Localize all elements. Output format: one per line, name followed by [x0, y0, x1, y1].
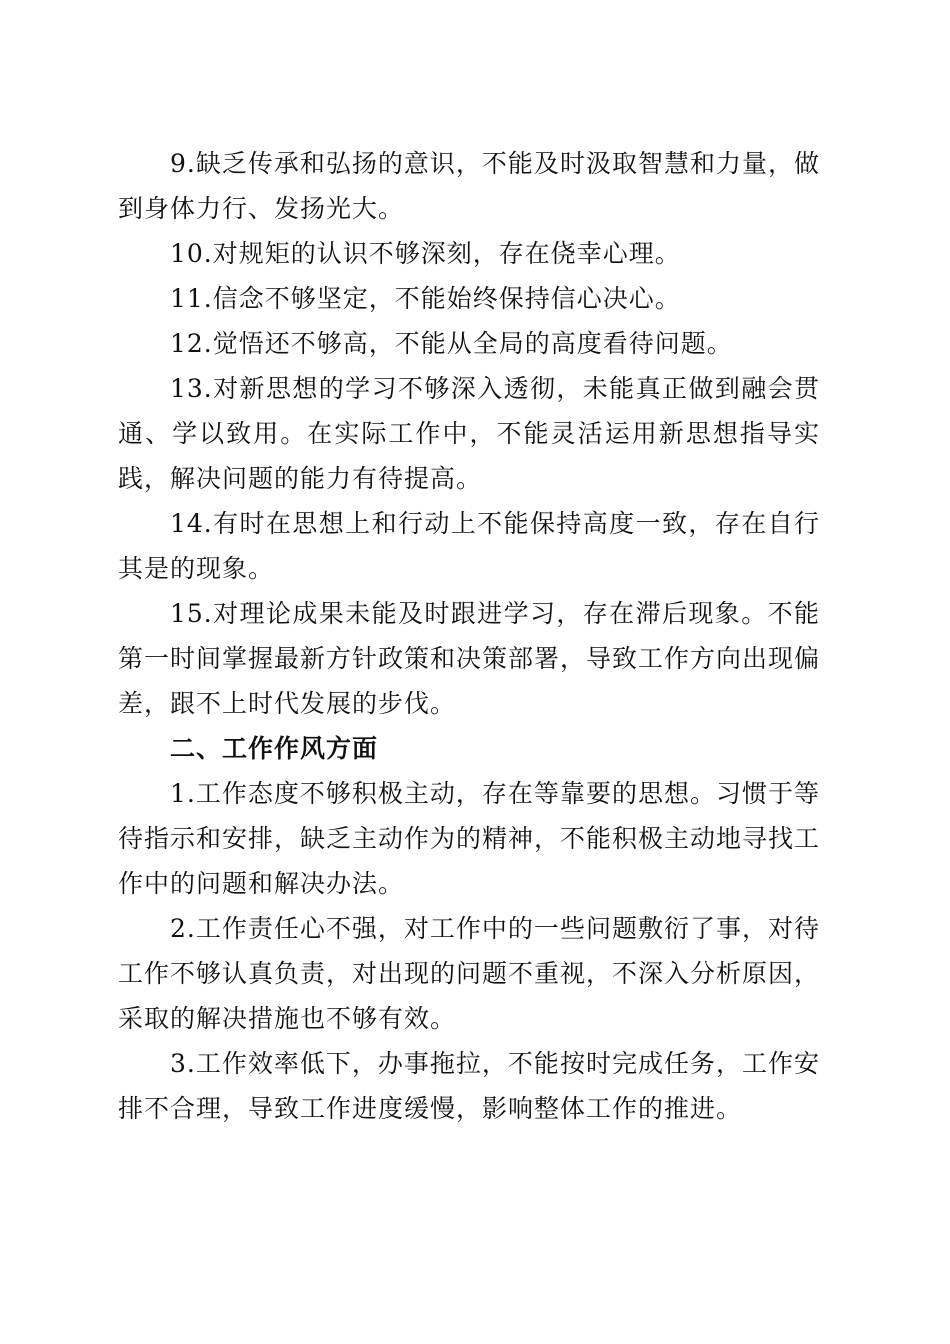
paragraph-work-style-3: 3.工作效率低下，办事拖拉，不能按时完成任务，工作安排不合理，导致工作进度缓慢，影响整体工作的推进。 — [118, 1049, 820, 1123]
paragraph-item-12: 12.觉悟还不够高，不能从全局的高度看待问题。 — [170, 329, 733, 358]
paragraph-item-14: 14.有时在思想上和行动上不能保持高度一致，存在自行其是的现象。 — [118, 509, 820, 583]
section-heading: 二、工作作风方面 — [170, 734, 379, 763]
paragraph-item-10: 10.对规矩的认识不够深刻，存在侥幸心理。 — [170, 239, 681, 268]
document-body — [118, 141, 820, 1131]
paragraph-item-9: 9.缺乏传承和弘扬的意识，不能及时汲取智慧和力量，做到身体力行、发扬光大。 — [118, 149, 820, 223]
paragraph-item-15: 15.对理论成果未能及时跟进学习，存在滞后现象。不能第一时间掌握最新方针政策和决策部署，导致工作方向出现偏差，跟不上时代发展的步伐。 — [118, 599, 821, 718]
paragraph-item-13: 13.对新思想的学习不够深入透彻，未能真正做到融会贯通、学以致用。在实际工作中，不能灵活运用新思想指导实践，解决问题的能力有待提高。 — [118, 374, 820, 493]
paragraph-work-style-1: 1.工作态度不够积极主动，存在等靠要的思想。习惯于等待指示和安排，缺乏主动作为的精神，不能积极主动地寻找工作中的问题和解决办法。 — [118, 779, 821, 898]
paragraph-work-style-2: 2.工作责任心不强，对工作中的一些问题敷衍了事，对待工作不够认真负责，对出现的问题不重视，不深入分析原因，采取的解决措施也不够有效。 — [118, 914, 821, 1033]
paragraph-item-11: 11.信念不够坚定，不能始终保持信心决心。 — [170, 284, 681, 313]
